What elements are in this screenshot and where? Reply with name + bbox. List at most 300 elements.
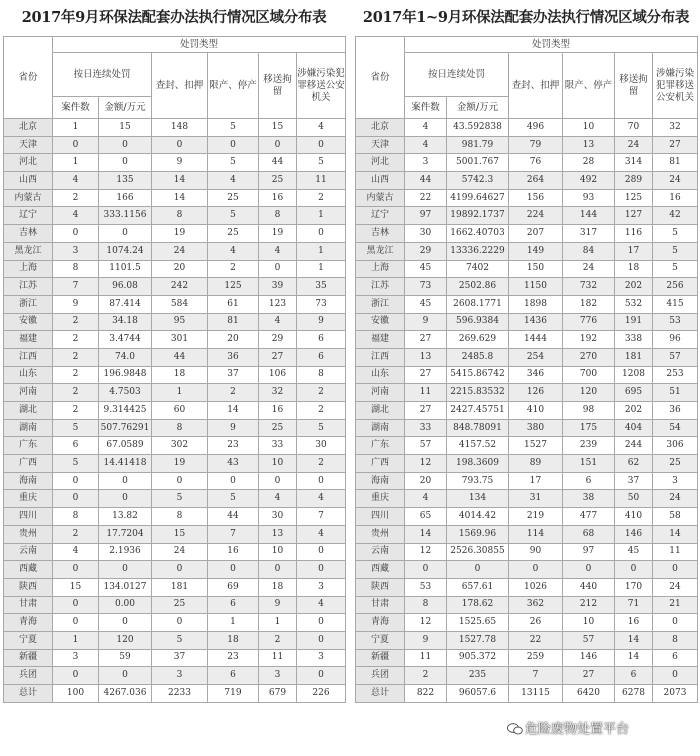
value-cell: 51 [653,384,698,402]
value-cell: 2 [53,402,99,420]
value-cell: 2 [208,384,259,402]
province-cell: 宁夏 [4,631,53,649]
province-cell: 安徽 [356,313,405,331]
value-cell: 289 [615,172,653,190]
value-cell: 0 [53,667,99,685]
value-cell: 134 [447,490,509,508]
value-cell: 4 [297,490,346,508]
value-cell: 74.0 [99,348,152,366]
value-cell: 219 [509,508,563,526]
daily-penalty-header: 按日连续处罚 [53,53,152,97]
value-cell: 410 [509,402,563,420]
value-cell: 17 [509,472,563,490]
value-cell: 9 [405,631,447,649]
left-table-title: 2017年9月环保法配套办法执行情况区域分布表 [21,9,327,26]
value-cell: 58 [653,508,698,526]
province-cell: 吉林 [4,225,53,243]
table-row [4,331,346,349]
value-cell: 12 [405,614,447,632]
value-cell: 10 [259,455,297,473]
value-cell: 14 [405,525,447,543]
value-cell: 148 [152,119,208,137]
value-cell: 116 [615,225,653,243]
value-cell: 256 [653,278,698,296]
value-cell: 700 [563,366,615,384]
value-cell: 0 [53,596,99,614]
table-row [4,295,346,313]
value-cell: 9 [152,154,208,172]
value-cell: 84 [563,242,615,260]
value-cell: 156 [509,189,563,207]
value-cell: 73 [297,295,346,313]
value-cell: 18 [259,578,297,596]
value-cell: 0 [297,667,346,685]
province-cell: 甘肃 [356,596,405,614]
value-cell: 4014.42 [447,508,509,526]
value-cell: 9 [405,313,447,331]
table-row [356,419,698,437]
value-cell: 44 [259,154,297,172]
value-cell: 2 [208,260,259,278]
value-cell: 25 [208,189,259,207]
value-cell: 362 [509,596,563,614]
value-cell: 2 [297,455,346,473]
seal-header: 查封、扣押 [509,53,563,119]
value-cell: 226 [297,685,346,703]
province-cell: 辽宁 [356,207,405,225]
province-cell: 山东 [4,366,53,384]
value-cell: 20 [405,472,447,490]
value-cell: 0 [653,667,698,685]
value-cell: 178.62 [447,596,509,614]
value-cell: 1898 [509,295,563,313]
value-cell: 410 [615,508,653,526]
value-cell: 2073 [653,685,698,703]
value-cell: 5 [653,260,698,278]
value-cell: 149 [509,242,563,260]
value-cell: 0 [208,472,259,490]
value-cell: 25 [653,455,698,473]
value-cell: 27 [405,402,447,420]
value-cell: 24 [563,260,615,278]
value-cell: 191 [615,313,653,331]
value-cell: 14 [208,402,259,420]
value-cell: 45 [405,260,447,278]
value-cell: 37 [152,649,208,667]
value-cell: 2526.30855 [447,543,509,561]
value-cell: 39 [259,278,297,296]
value-cell: 11 [297,172,346,190]
province-cell: 上海 [4,260,53,278]
value-cell: 166 [99,189,152,207]
table-row [4,402,346,420]
value-cell: 106 [259,366,297,384]
table-row [356,366,698,384]
value-cell: 2 [405,667,447,685]
value-cell: 5 [208,154,259,172]
value-cell: 2.1936 [99,543,152,561]
value-cell: 2 [297,384,346,402]
table-row [356,136,698,154]
value-cell: 79 [509,136,563,154]
value-cell: 0 [615,561,653,579]
value-cell: 5 [152,490,208,508]
table-row [356,402,698,420]
province-cell: 江西 [356,348,405,366]
value-cell: 0 [53,561,99,579]
value-cell: 0 [259,472,297,490]
province-cell: 江苏 [4,278,53,296]
province-cell: 安徽 [4,313,53,331]
value-cell: 0 [563,561,615,579]
table-row [4,207,346,225]
value-cell: 5 [297,419,346,437]
value-cell: 27 [259,348,297,366]
value-cell: 657.61 [447,578,509,596]
value-cell: 37 [208,366,259,384]
value-cell: 19892.1737 [447,207,509,225]
table-row [356,561,698,579]
value-cell: 0 [297,225,346,243]
table-row [356,578,698,596]
province-cell: 浙江 [4,295,53,313]
province-cell: 陕西 [356,578,405,596]
province-cell: 山西 [356,172,405,190]
table-row [4,225,346,243]
province-cell: 重庆 [4,490,53,508]
province-cell: 兵团 [356,667,405,685]
province-cell: 天津 [4,136,53,154]
value-cell: 4 [53,172,99,190]
value-cell: 4 [297,596,346,614]
value-cell: 477 [563,508,615,526]
value-cell: 269.629 [447,331,509,349]
value-cell: 25 [259,172,297,190]
value-cell: 0 [447,561,509,579]
value-cell: 4 [208,242,259,260]
value-cell: 57 [405,437,447,455]
value-cell: 81 [653,154,698,172]
value-cell: 6 [53,437,99,455]
value-cell: 96057.6 [447,685,509,703]
value-cell: 507.76291 [99,419,152,437]
value-cell: 96.08 [99,278,152,296]
province-cell: 海南 [356,472,405,490]
value-cell: 1 [208,614,259,632]
table-row [356,472,698,490]
value-cell: 8 [152,419,208,437]
value-cell: 3 [297,649,346,667]
value-cell: 11 [405,384,447,402]
value-cell: 12 [405,455,447,473]
value-cell: 43 [208,455,259,473]
value-cell: 2215.83532 [447,384,509,402]
value-cell: 27 [405,366,447,384]
right-table-title: 2017年1~9月环保法配套办法执行情况区域分布表 [362,9,690,26]
province-cell: 四川 [356,508,405,526]
value-cell: 259 [509,649,563,667]
table-row [4,348,346,366]
value-cell: 6 [653,649,698,667]
value-cell: 126 [509,384,563,402]
value-cell: 6420 [563,685,615,703]
value-cell: 170 [615,578,653,596]
value-cell: 33 [405,419,447,437]
value-cell: 18 [208,631,259,649]
value-cell: 5 [53,455,99,473]
province-cell: 西藏 [4,561,53,579]
value-cell: 0 [208,561,259,579]
value-cell: 4267.036 [99,685,152,703]
table-row [4,366,346,384]
value-cell: 0 [297,561,346,579]
value-cell: 87.414 [99,295,152,313]
value-cell: 20 [152,260,208,278]
value-cell: 150 [509,260,563,278]
value-cell: 317 [563,225,615,243]
value-cell: 254 [509,348,563,366]
value-cell: 37 [615,472,653,490]
value-cell: 35 [297,278,346,296]
value-cell: 15 [53,578,99,596]
value-cell: 1436 [509,313,563,331]
province-cell: 河南 [356,384,405,402]
value-cell: 4 [259,490,297,508]
value-cell: 732 [563,278,615,296]
value-cell: 97 [405,207,447,225]
value-cell: 5 [53,419,99,437]
value-cell: 9 [53,295,99,313]
table-row [4,154,346,172]
value-cell: 0 [259,260,297,278]
amount-header: 金额/万元 [99,97,152,119]
value-cell: 17 [615,242,653,260]
value-cell: 2 [53,384,99,402]
value-cell: 532 [615,295,653,313]
value-cell: 0 [152,614,208,632]
value-cell: 36 [208,348,259,366]
province-cell: 兵团 [4,667,53,685]
value-cell: 182 [563,295,615,313]
table-row [4,667,346,685]
province-cell: 湖北 [4,402,53,420]
value-cell: 3 [405,154,447,172]
table-row [356,614,698,632]
value-cell: 14 [615,649,653,667]
value-cell: 695 [615,384,653,402]
table-row [356,525,698,543]
value-cell: 0 [53,225,99,243]
value-cell: 4 [259,313,297,331]
value-cell: 6 [208,596,259,614]
value-cell: 244 [615,437,653,455]
value-cell: 7402 [447,260,509,278]
penalty-type-header: 处罚类型 [405,37,698,53]
value-cell: 4 [297,525,346,543]
province-cell: 湖南 [356,419,405,437]
value-cell: 10 [563,614,615,632]
value-cell: 34.18 [99,313,152,331]
value-cell: 2608.1771 [447,295,509,313]
value-cell: 23 [208,437,259,455]
value-cell: 0 [405,561,447,579]
value-cell: 4 [405,490,447,508]
table-row [356,331,698,349]
value-cell: 2427.45751 [447,402,509,420]
value-cell: 14 [152,189,208,207]
value-cell: 97 [563,543,615,561]
value-cell: 54 [653,419,698,437]
province-cell: 湖北 [356,402,405,420]
value-cell: 440 [563,578,615,596]
value-cell: 25 [259,419,297,437]
table-row [356,631,698,649]
value-cell: 1 [297,207,346,225]
value-cell: 0 [653,614,698,632]
value-cell: 202 [615,278,653,296]
province-cell: 云南 [356,543,405,561]
case-count-header: 案件数 [405,97,447,119]
value-cell: 3 [53,242,99,260]
value-cell: 125 [208,278,259,296]
table-row [4,685,346,703]
value-cell: 8 [53,260,99,278]
detain-header: 移送拘留 [615,53,653,119]
table-row [4,278,346,296]
value-cell: 0 [509,561,563,579]
table-row [356,242,698,260]
value-cell: 346 [509,366,563,384]
value-cell: 5 [208,119,259,137]
table-row [356,172,698,190]
table-row [356,207,698,225]
value-cell: 8 [152,207,208,225]
province-cell: 陕西 [4,578,53,596]
province-cell: 青海 [4,614,53,632]
value-cell: 192 [563,331,615,349]
value-cell: 1 [53,119,99,137]
value-cell: 1662.40703 [447,225,509,243]
value-cell: 198.3609 [447,455,509,473]
province-cell: 福建 [356,331,405,349]
value-cell: 175 [563,419,615,437]
table-row [4,189,346,207]
value-cell: 3 [297,578,346,596]
value-cell: 23 [208,649,259,667]
table-row [4,119,346,137]
value-cell: 26 [509,614,563,632]
value-cell: 5 [152,631,208,649]
table-row [356,295,698,313]
amount-header: 金额/万元 [447,97,509,119]
table-row [4,313,346,331]
value-cell: 69 [208,578,259,596]
table-row [4,260,346,278]
province-cell: 江苏 [356,278,405,296]
value-cell: 25 [152,596,208,614]
value-cell: 1208 [615,366,653,384]
value-cell: 0 [99,561,152,579]
value-cell: 9.314425 [99,402,152,420]
value-cell: 16 [208,543,259,561]
value-cell: 125 [615,189,653,207]
value-cell: 0 [259,561,297,579]
value-cell: 212 [563,596,615,614]
table-row [4,455,346,473]
value-cell: 264 [509,172,563,190]
value-cell: 100 [53,685,99,703]
value-cell: 90 [509,543,563,561]
value-cell: 415 [653,295,698,313]
value-cell: 1 [53,154,99,172]
value-cell: 0 [99,154,152,172]
province-cell: 广西 [4,455,53,473]
province-cell: 四川 [4,508,53,526]
value-cell: 1101.5 [99,260,152,278]
value-cell: 1150 [509,278,563,296]
limit-header: 限产、停产 [208,53,259,119]
value-cell: 0 [53,472,99,490]
watermark-text: 危险废物处置平台 [525,722,630,737]
province-cell: 吉林 [356,225,405,243]
value-cell: 1 [297,242,346,260]
value-cell: 0 [99,614,152,632]
province-header: 省份 [356,37,405,119]
value-cell: 44 [152,348,208,366]
value-cell: 2 [53,189,99,207]
value-cell: 1074.24 [99,242,152,260]
daily-penalty-header: 按日连续处罚 [405,53,509,97]
value-cell: 404 [615,419,653,437]
value-cell: 96 [653,331,698,349]
table-row [4,508,346,526]
value-cell: 4 [53,543,99,561]
table-row [4,136,346,154]
province-cell: 贵州 [4,525,53,543]
value-cell: 8 [297,366,346,384]
value-cell: 7 [509,667,563,685]
value-cell: 38 [563,490,615,508]
value-cell: 2 [53,348,99,366]
province-cell: 山东 [356,366,405,384]
province-cell: 北京 [4,119,53,137]
table-row [4,384,346,402]
table-row [356,596,698,614]
value-cell: 2 [53,313,99,331]
value-cell: 242 [152,278,208,296]
value-cell: 68 [563,525,615,543]
province-cell: 青海 [356,614,405,632]
value-cell: 207 [509,225,563,243]
province-cell: 黑龙江 [4,242,53,260]
value-cell: 53 [405,578,447,596]
value-cell: 4.7503 [99,384,152,402]
table-row [4,172,346,190]
table-row [356,490,698,508]
value-cell: 146 [615,525,653,543]
province-header: 省份 [4,37,53,119]
table-row [356,437,698,455]
wechat-logo-icon [507,723,523,735]
value-cell: 496 [509,119,563,137]
value-cell: 0 [99,225,152,243]
value-cell: 196.9848 [99,366,152,384]
value-cell: 6 [563,472,615,490]
table-row [4,561,346,579]
value-cell: 60 [152,402,208,420]
value-cell: 6 [297,348,346,366]
value-cell: 24 [653,172,698,190]
